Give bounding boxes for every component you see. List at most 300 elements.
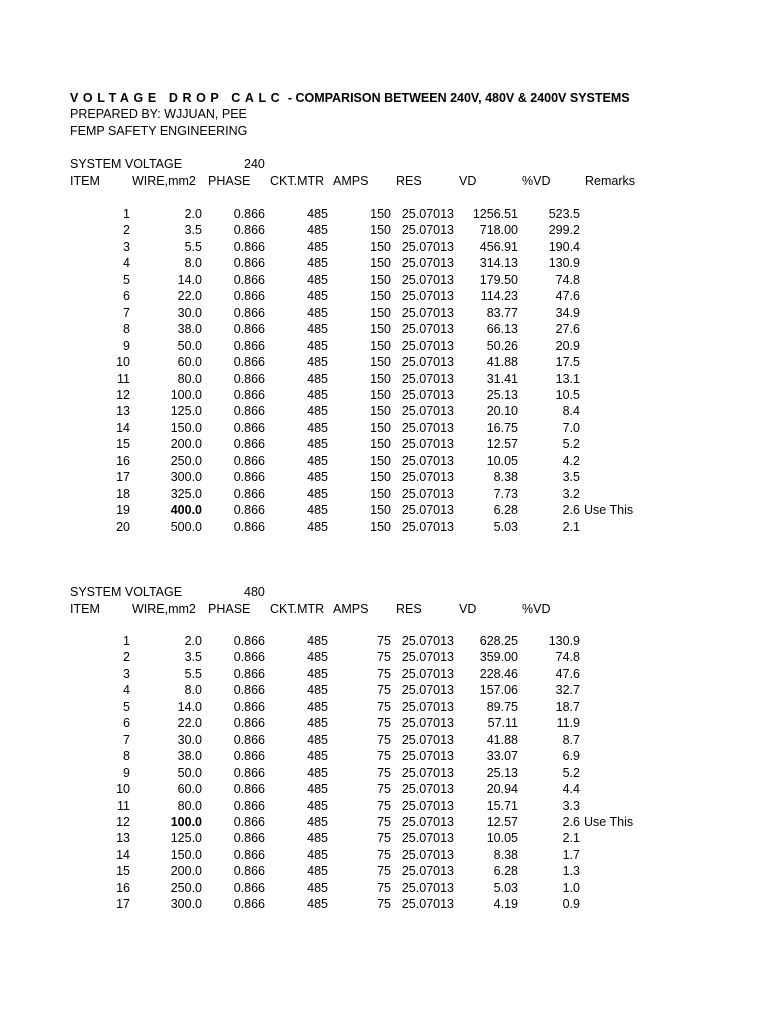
cell-amps: 150 [370, 404, 391, 419]
cell-amps: 75 [377, 634, 391, 648]
cell-item: 15 [116, 437, 130, 452]
cell-pvd: 190.4 [548, 239, 580, 254]
column-header: RES [396, 174, 422, 188]
cell-ckt: 485 [307, 486, 328, 501]
cell-res: 25.07013 [401, 880, 454, 895]
cell-pvd: 130.9 [548, 256, 580, 271]
cell-vd: 57.11 [487, 716, 518, 731]
title-spaced: VOLTAGE DROP CALC [70, 91, 285, 105]
cell-phase: 0.866 [233, 831, 265, 846]
cell-phase: 0.866 [233, 699, 265, 714]
cell-vd: 83.77 [486, 305, 518, 320]
cell-pvd: 1.0 [562, 880, 580, 895]
cell-ckt: 485 [307, 239, 328, 254]
column-header: PHASE [208, 174, 251, 188]
cell-ckt: 485 [307, 453, 328, 468]
cell-wire: 14.0 [177, 699, 202, 714]
cell-res: 25.07013 [401, 420, 454, 435]
cell-vd: 157.06 [479, 683, 518, 698]
table-row [0, 273, 768, 290]
cell-ckt: 485 [307, 387, 328, 402]
cell-item: 3 [123, 239, 130, 254]
cell-ckt: 485 [307, 519, 328, 534]
cell-res: 25.07013 [401, 699, 454, 714]
cell-wire: 100.0 [170, 814, 202, 829]
cell-pvd: 8.4 [562, 404, 580, 419]
cell-res: 25.07013 [401, 503, 454, 518]
cell-wire: 3.5 [184, 650, 202, 665]
cell-phase: 0.866 [233, 782, 265, 797]
cell-pvd: 8.7 [562, 732, 580, 747]
column-header: RES [396, 602, 422, 616]
cell-phase: 0.866 [233, 322, 265, 337]
cell-res: 25.07013 [401, 634, 454, 648]
cell-pvd: 3.3 [562, 798, 580, 813]
cell-ckt: 485 [307, 897, 328, 912]
cell-pvd: 18.7 [555, 699, 580, 714]
cell-amps: 75 [377, 765, 391, 780]
cell-res: 25.07013 [401, 897, 454, 912]
cell-wire: 50.0 [177, 338, 202, 353]
cell-item: 2 [123, 223, 130, 238]
cell-ckt: 485 [307, 782, 328, 797]
cell-wire: 300.0 [170, 897, 202, 912]
cell-pvd: 47.6 [555, 666, 580, 681]
cell-phase: 0.866 [233, 716, 265, 731]
table-row [0, 339, 768, 356]
cell-res: 25.07013 [401, 847, 454, 862]
cell-wire: 325.0 [170, 486, 202, 501]
cell-pvd: 47.6 [555, 289, 580, 304]
column-header-row [0, 602, 768, 619]
cell-item: 5 [123, 699, 130, 714]
cell-pvd: 1.7 [562, 847, 580, 862]
cell-vd: 66.13 [486, 322, 518, 337]
cell-res: 25.07013 [401, 305, 454, 320]
table-row [0, 749, 768, 766]
cell-amps: 75 [377, 732, 391, 747]
column-header-row [0, 174, 768, 191]
cell-ckt: 485 [307, 683, 328, 698]
cell-wire: 3.5 [184, 223, 202, 238]
cell-pvd: 74.8 [555, 272, 580, 287]
cell-ckt: 485 [307, 765, 328, 780]
cell-ckt: 485 [307, 666, 328, 681]
system-voltage-value: 240 [244, 157, 265, 171]
table-row [0, 520, 768, 537]
cell-phase: 0.866 [233, 387, 265, 402]
cell-res: 25.07013 [401, 798, 454, 813]
table-row [0, 256, 768, 273]
cell-wire: 250.0 [170, 453, 202, 468]
cell-res: 25.07013 [401, 272, 454, 287]
cell-amps: 75 [377, 880, 391, 895]
cell-item: 13 [116, 831, 130, 846]
cell-res: 25.07013 [401, 716, 454, 731]
cell-res: 25.07013 [401, 322, 454, 337]
cell-res: 25.07013 [401, 437, 454, 452]
cell-phase: 0.866 [233, 338, 265, 353]
cell-item: 18 [116, 486, 130, 501]
table-row [0, 766, 768, 783]
cell-item: 11 [117, 798, 130, 813]
cell-wire: 80.0 [177, 371, 202, 386]
cell-item: 8 [123, 749, 130, 764]
cell-amps: 75 [377, 864, 391, 879]
cell-phase: 0.866 [233, 256, 265, 271]
cell-ckt: 485 [307, 420, 328, 435]
cell-amps: 150 [370, 272, 391, 287]
cell-res: 25.07013 [401, 666, 454, 681]
cell-pvd: 130.9 [548, 634, 580, 648]
cell-ckt: 485 [307, 371, 328, 386]
cell-pvd: 20.9 [555, 338, 580, 353]
cell-pvd: 2.1 [562, 831, 580, 846]
cell-res: 25.07013 [401, 404, 454, 419]
cell-ckt: 485 [307, 437, 328, 452]
cell-wire: 60.0 [177, 355, 202, 370]
cell-wire: 38.0 [177, 749, 202, 764]
table-row [0, 355, 768, 372]
cell-vd: 20.94 [486, 782, 518, 797]
cell-ckt: 485 [307, 355, 328, 370]
cell-vd: 33.07 [486, 749, 518, 764]
table-row [0, 831, 768, 848]
cell-item: 17 [116, 897, 130, 912]
cell-wire: 8.0 [184, 683, 202, 698]
column-header: Remarks [585, 174, 636, 188]
cell-pvd: 4.2 [562, 453, 580, 468]
cell-pvd: 0.9 [562, 897, 580, 912]
cell-phase: 0.866 [233, 453, 265, 468]
system-voltage-label: SYSTEM VOLTAGE [70, 157, 183, 171]
cell-wire: 150.0 [170, 420, 202, 435]
cell-pvd: 2.6 [562, 503, 580, 518]
cell-vd: 12.57 [486, 814, 518, 829]
cell-amps: 75 [377, 683, 391, 698]
cell-phase: 0.866 [233, 404, 265, 419]
cell-wire: 22.0 [177, 716, 202, 731]
cell-ckt: 485 [307, 207, 328, 221]
cell-amps: 150 [370, 355, 391, 370]
cell-phase: 0.866 [233, 634, 265, 648]
cell-wire: 300.0 [170, 470, 202, 485]
cell-vd: 5.03 [493, 880, 518, 895]
cell-phase: 0.866 [233, 798, 265, 813]
table-row [0, 306, 768, 323]
cell-pvd: 32.7 [555, 683, 580, 698]
cell-item: 7 [123, 305, 130, 320]
table-row [0, 716, 768, 733]
cell-phase: 0.866 [233, 272, 265, 287]
cell-vd: 25.13 [486, 765, 518, 780]
cell-amps: 150 [370, 239, 391, 254]
cell-amps: 150 [370, 338, 391, 353]
cell-phase: 0.866 [233, 486, 265, 501]
cell-amps: 75 [377, 716, 391, 731]
cell-wire: 5.5 [184, 666, 202, 681]
table-row [0, 207, 768, 224]
cell-vd: 7.73 [493, 486, 518, 501]
system-voltage-line [0, 157, 768, 174]
cell-item: 2 [123, 650, 130, 665]
cell-pvd: 3.5 [562, 470, 580, 485]
cell-res: 25.07013 [401, 782, 454, 797]
cell-res: 25.07013 [401, 864, 454, 879]
cell-vd: 89.75 [486, 699, 518, 714]
cell-res: 25.07013 [401, 453, 454, 468]
cell-vd: 8.38 [493, 470, 518, 485]
prepared-by: PREPARED BY: WJJUAN, PEE [70, 107, 247, 121]
cell-vd: 31.41 [486, 371, 518, 386]
system-voltage-line [0, 585, 768, 602]
cell-phase: 0.866 [233, 847, 265, 862]
cell-phase: 0.866 [233, 355, 265, 370]
system-voltage-label: SYSTEM VOLTAGE [70, 585, 183, 599]
cell-item: 1 [123, 207, 130, 221]
cell-ckt: 485 [307, 798, 328, 813]
cell-ckt: 485 [307, 305, 328, 320]
cell-phase: 0.866 [233, 223, 265, 238]
cell-amps: 150 [370, 519, 391, 534]
cell-wire: 400.0 [170, 503, 202, 518]
cell-amps: 75 [377, 897, 391, 912]
cell-phase: 0.866 [233, 470, 265, 485]
table-row [0, 864, 768, 881]
cell-amps: 75 [377, 749, 391, 764]
cell-res: 25.07013 [401, 814, 454, 829]
column-header: %VD [522, 602, 551, 616]
cell-amps: 75 [377, 798, 391, 813]
table-row [0, 799, 768, 816]
cell-wire: 22.0 [177, 289, 202, 304]
table-row [0, 470, 768, 487]
column-header: VD [459, 602, 477, 616]
cell-item: 9 [123, 765, 130, 780]
cell-res: 25.07013 [401, 749, 454, 764]
column-header: WIRE,mm2 [132, 602, 196, 616]
cell-pvd: 10.5 [555, 387, 580, 402]
cell-item: 16 [116, 453, 130, 468]
cell-wire: 60.0 [177, 782, 202, 797]
cell-ckt: 485 [307, 814, 328, 829]
cell-pvd: 5.2 [562, 437, 580, 452]
table-row [0, 881, 768, 898]
cell-amps: 75 [377, 831, 391, 846]
cell-vd: 718.00 [479, 223, 518, 238]
table-row [0, 240, 768, 257]
cell-wire: 100.0 [170, 387, 202, 402]
cell-vd: 1256.51 [472, 207, 518, 221]
cell-item: 16 [116, 880, 130, 895]
cell-amps: 150 [370, 322, 391, 337]
cell-pvd: 4.4 [562, 782, 580, 797]
cell-wire: 2.0 [184, 207, 202, 221]
cell-res: 25.07013 [401, 732, 454, 747]
cell-wire: 150.0 [170, 847, 202, 862]
table-row [0, 322, 768, 339]
cell-pvd: 3.2 [562, 486, 580, 501]
cell-item: 6 [123, 716, 130, 731]
cell-wire: 80.0 [177, 798, 202, 813]
cell-ckt: 485 [307, 634, 328, 648]
column-header: CKT.MTR [270, 602, 325, 616]
cell-ckt: 485 [307, 503, 328, 518]
title-rest: - COMPARISON BETWEEN 240V, 480V & 2400V SYSTEMS [287, 91, 630, 105]
department: FEMP SAFETY ENGINEERING [70, 124, 248, 138]
cell-ckt: 485 [307, 223, 328, 238]
cell-ckt: 485 [307, 404, 328, 419]
cell-vd: 114.23 [480, 289, 518, 304]
cell-vd: 10.05 [486, 831, 518, 846]
cell-vd: 359.00 [479, 650, 518, 665]
cell-vd: 41.88 [486, 355, 518, 370]
cell-amps: 150 [370, 223, 391, 238]
cell-vd: 15.71 [486, 798, 518, 813]
cell-ckt: 485 [307, 749, 328, 764]
cell-wire: 200.0 [170, 864, 202, 879]
cell-res: 25.07013 [401, 650, 454, 665]
cell-item: 10 [116, 782, 130, 797]
cell-res: 25.07013 [401, 256, 454, 271]
cell-ckt: 485 [307, 322, 328, 337]
cell-phase: 0.866 [233, 864, 265, 879]
cell-pvd: 74.8 [555, 650, 580, 665]
cell-amps: 150 [370, 256, 391, 271]
cell-pvd: 11.9 [556, 716, 580, 731]
cell-amps: 75 [377, 699, 391, 714]
column-header: PHASE [208, 602, 251, 616]
cell-ckt: 485 [307, 847, 328, 862]
cell-pvd: 1.3 [562, 864, 580, 879]
table-row [0, 815, 768, 832]
column-header: CKT.MTR [270, 174, 325, 188]
cell-res: 25.07013 [401, 765, 454, 780]
cell-amps: 75 [377, 650, 391, 665]
cell-item: 14 [116, 420, 130, 435]
cell-ckt: 485 [307, 699, 328, 714]
cell-res: 25.07013 [401, 338, 454, 353]
cell-wire: 50.0 [177, 765, 202, 780]
column-header: AMPS [333, 174, 369, 188]
table-row [0, 700, 768, 717]
table-row [0, 421, 768, 438]
cell-phase: 0.866 [233, 289, 265, 304]
cell-ckt: 485 [307, 256, 328, 271]
cell-item: 15 [116, 864, 130, 879]
cell-amps: 150 [370, 453, 391, 468]
cell-res: 25.07013 [401, 387, 454, 402]
cell-phase: 0.866 [233, 765, 265, 780]
cell-ckt: 485 [307, 650, 328, 665]
cell-vd: 41.88 [486, 732, 518, 747]
cell-ckt: 485 [307, 289, 328, 304]
document-title [70, 91, 630, 105]
cell-ckt: 485 [307, 864, 328, 879]
cell-wire: 125.0 [170, 831, 202, 846]
table-row [0, 454, 768, 471]
cell-vd: 20.10 [486, 404, 518, 419]
cell-phase: 0.866 [233, 503, 265, 518]
column-header: AMPS [333, 602, 369, 616]
column-header: VD [459, 174, 477, 188]
cell-phase: 0.866 [233, 239, 265, 254]
cell-item: 17 [116, 470, 130, 485]
cell-phase: 0.866 [233, 666, 265, 681]
column-header: ITEM [70, 602, 100, 616]
cell-pvd: 6.9 [562, 749, 580, 764]
cell-ckt: 485 [307, 470, 328, 485]
cell-res: 25.07013 [401, 486, 454, 501]
table-row [0, 388, 768, 405]
cell-remarks: Use This [584, 503, 634, 518]
cell-phase: 0.866 [233, 650, 265, 665]
cell-pvd: 17.5 [555, 355, 580, 370]
table-row [0, 634, 768, 651]
cell-phase: 0.866 [233, 305, 265, 320]
table-row [0, 223, 768, 240]
cell-res: 25.07013 [401, 355, 454, 370]
cell-pvd: 5.2 [562, 765, 580, 780]
cell-ckt: 485 [307, 880, 328, 895]
cell-vd: 456.91 [479, 239, 518, 254]
cell-vd: 4.19 [493, 897, 518, 912]
cell-wire: 200.0 [170, 437, 202, 452]
cell-vd: 5.03 [493, 519, 518, 534]
cell-remarks: Use This [584, 814, 634, 829]
cell-res: 25.07013 [401, 289, 454, 304]
cell-ckt: 485 [307, 338, 328, 353]
cell-vd: 314.13 [479, 256, 518, 271]
cell-phase: 0.866 [233, 897, 265, 912]
cell-item: 1 [123, 634, 130, 648]
cell-item: 9 [123, 338, 130, 353]
cell-vd: 25.13 [486, 387, 518, 402]
cell-phase: 0.866 [233, 749, 265, 764]
column-header: WIRE,mm2 [132, 174, 196, 188]
table-row [0, 289, 768, 306]
cell-pvd: 34.9 [555, 305, 580, 320]
table-row [0, 683, 768, 700]
table-row [0, 848, 768, 865]
table-row [0, 782, 768, 799]
cell-vd: 10.05 [486, 453, 518, 468]
table-row [0, 437, 768, 454]
cell-pvd: 2.6 [562, 814, 580, 829]
table-row [0, 650, 768, 667]
cell-res: 25.07013 [401, 470, 454, 485]
cell-res: 25.07013 [401, 239, 454, 254]
cell-item: 4 [123, 256, 130, 271]
cell-vd: 16.75 [486, 420, 518, 435]
cell-ckt: 485 [307, 716, 328, 731]
cell-item: 4 [123, 683, 130, 698]
cell-amps: 150 [370, 305, 391, 320]
cell-phase: 0.866 [233, 880, 265, 895]
cell-pvd: 7.0 [562, 420, 580, 435]
cell-item: 7 [123, 732, 130, 747]
cell-amps: 75 [377, 666, 391, 681]
cell-pvd: 2.1 [562, 519, 580, 534]
table-row [0, 503, 768, 520]
cell-amps: 75 [377, 847, 391, 862]
cell-item: 8 [123, 322, 130, 337]
cell-item: 12 [116, 387, 130, 402]
cell-vd: 228.46 [479, 666, 518, 681]
cell-phase: 0.866 [233, 683, 265, 698]
table-row [0, 487, 768, 504]
cell-wire: 8.0 [184, 256, 202, 271]
